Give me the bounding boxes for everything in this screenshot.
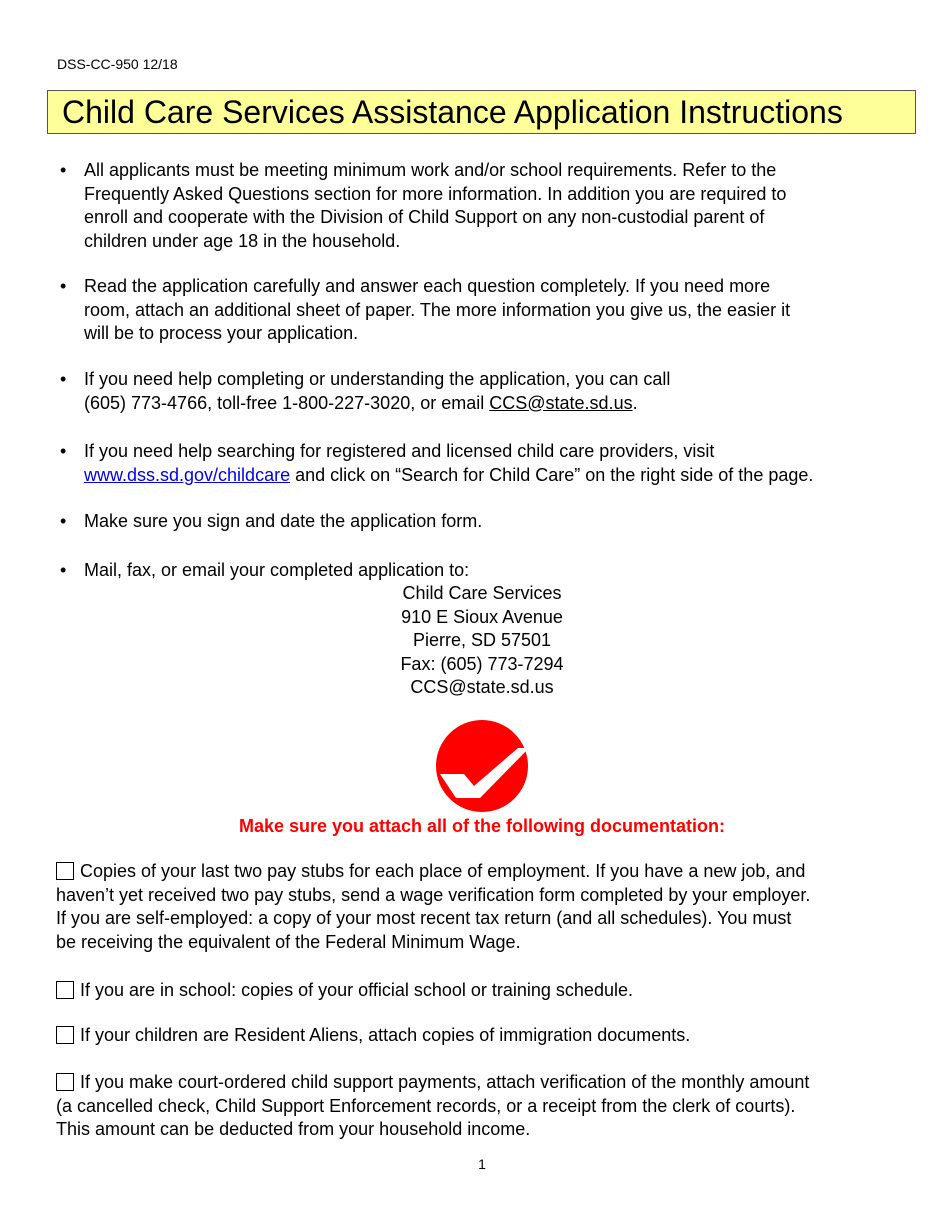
page-number: 1: [478, 1156, 486, 1172]
text-line: If you need help searching for registered and licensed child care providers, visit: [84, 441, 715, 461]
text-line: will be to process your application.: [84, 323, 359, 343]
text-line: be receiving the equivalent of the Federal Minimum Wage.: [56, 931, 521, 952]
page-title-box: [47, 90, 916, 134]
bullet-icon: •: [60, 369, 67, 389]
documentation-heading: Make sure you attach all of the following documentation:: [238, 816, 726, 836]
phone-text: (605) 773-4766, toll-free 1-800-227-3020, or email: [84, 392, 490, 413]
bullet-icon: •: [60, 511, 67, 531]
checklist-item: [56, 860, 810, 954]
bullet-icon: •: [60, 276, 67, 296]
checkbox[interactable]: [56, 862, 74, 880]
text-line: Make sure you sign and date the application form.: [84, 511, 483, 531]
text-line: All applicants must be meeting minimum work and/or school requirements. Refer to the: [84, 160, 777, 180]
text-line: Read the application carefully and answer each question completely. If you need more: [84, 276, 771, 296]
address-line: Fax: (605) 773-7294: [400, 653, 564, 674]
text-line: Mail, fax, or email your completed application to:: [84, 560, 470, 580]
text-line: and click on “Search for Child Care” on the right side of the page.: [290, 464, 814, 485]
address-line: Child Care Services: [402, 583, 562, 603]
bullet-icon: •: [60, 160, 67, 180]
checkmark-logo-icon: [434, 718, 530, 814]
text-line: haven’t yet received two pay stubs, send a wage verification form completed by your employer.: [56, 884, 811, 905]
address-line: CCS@state.sd.us: [410, 677, 554, 697]
text-line: enroll and cooperate with the Division of Child Support on any non-custodial parent of: [84, 207, 765, 227]
text-line: Frequently Asked Questions section for more information. In addition you are required to: [84, 183, 787, 204]
punctuation: .: [632, 392, 638, 413]
mailing-address: [0, 582, 950, 700]
address-line: 910 E Sioux Avenue: [401, 606, 563, 627]
text-line: Copies of your last two pay stubs for each place of employment. If you have a new job, and: [80, 861, 806, 881]
page-title: Child Care Services Assistance Application Instructions: [62, 94, 843, 130]
childcare-website-link[interactable]: www.dss.sd.gov/childcare: [84, 464, 291, 485]
form-number: DSS-CC-950 12/18: [57, 56, 178, 72]
checklist-item: [56, 1024, 690, 1048]
bullet-icon: •: [60, 560, 67, 580]
text-line: If you are in school: copies of your official school or training schedule.: [80, 980, 633, 1000]
text-line: This amount can be deducted from your household income.: [56, 1119, 531, 1139]
address-line: Pierre, SD 57501: [412, 630, 552, 650]
checkbox[interactable]: [56, 1026, 74, 1044]
text-line: (a cancelled check, Child Support Enforcement records, or a receipt from the clerk of courts).: [56, 1095, 796, 1116]
text-line: children under age 18 in the household.: [84, 230, 401, 251]
text-line: room, attach an additional sheet of paper. The more information you give us, the easier it: [84, 299, 791, 320]
checklist-item: [56, 979, 633, 1003]
text-line: If you are self-employed: a copy of your most recent tax return (and all schedules). You must: [56, 908, 792, 928]
email-link[interactable]: CCS@state.sd.us: [489, 392, 633, 413]
checkbox[interactable]: [56, 1073, 74, 1091]
text-line: If your children are Resident Aliens, attach copies of immigration documents.: [80, 1025, 691, 1045]
bullet-icon: •: [60, 441, 67, 461]
checklist-item: [56, 1071, 809, 1142]
text-line: If you make court-ordered child support payments, attach verification of the monthly amount: [80, 1072, 810, 1092]
text-line: If you need help completing or understanding the application, you can call: [84, 369, 671, 389]
checkbox[interactable]: [56, 981, 74, 999]
